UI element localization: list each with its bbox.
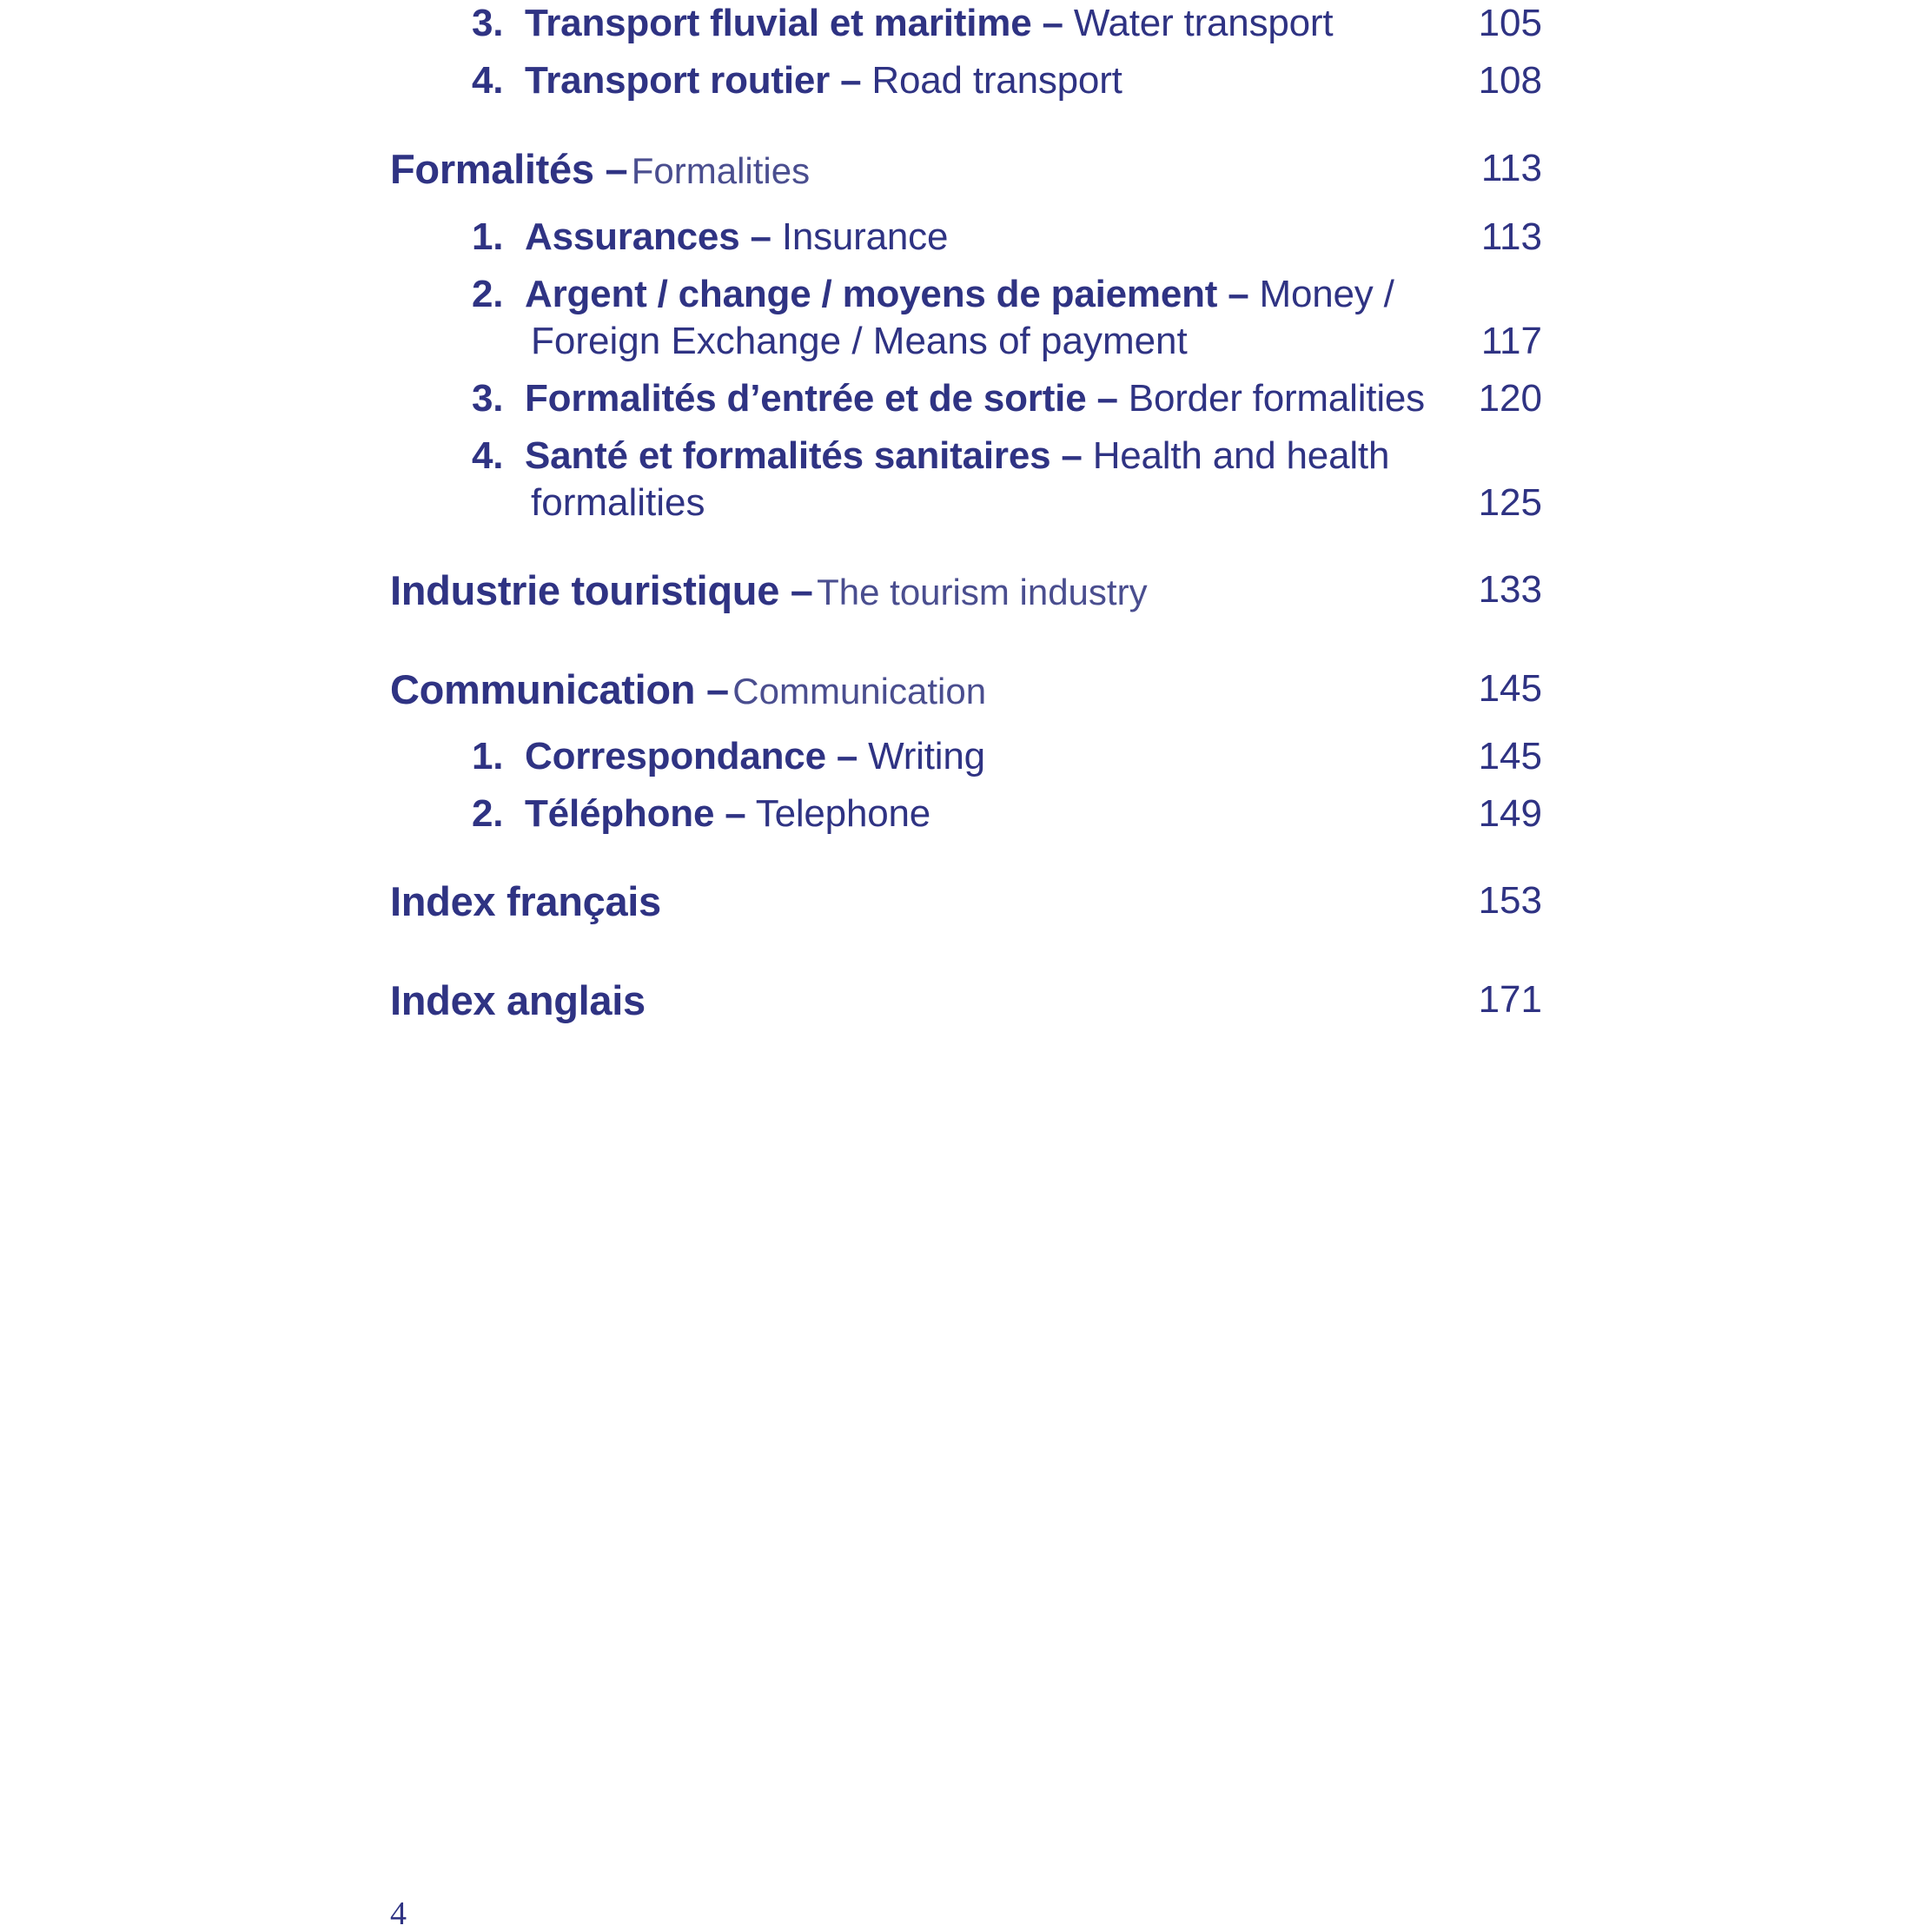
toc-entry-road-transport bbox=[472, 59, 1122, 102]
entry-number: 4. bbox=[472, 434, 504, 477]
entry-number: 3. bbox=[472, 377, 504, 420]
entry-number: 4. bbox=[472, 59, 504, 102]
toc-section-communication bbox=[390, 666, 987, 712]
section-title-fr: Index anglais bbox=[390, 977, 646, 1023]
toc-entry-assurances bbox=[472, 215, 949, 258]
toc-section-index-francais bbox=[390, 878, 661, 924]
entry-title-en: Health and health bbox=[1092, 434, 1390, 477]
section-page-number: 171 bbox=[1478, 978, 1542, 1021]
section-title-fr: Communication – bbox=[390, 666, 729, 712]
entry-title-fr: Transport fluvial et maritime – bbox=[525, 2, 1063, 44]
entry-number: 2. bbox=[472, 792, 504, 835]
section-page-number: 153 bbox=[1478, 879, 1542, 922]
entry-title-en-continued: Foreign Exchange / Means of payment bbox=[531, 320, 1188, 362]
entry-number: 2. bbox=[472, 273, 504, 315]
entry-title-fr: Santé et formalités sanitaires – bbox=[525, 434, 1083, 477]
entry-number: 1. bbox=[472, 735, 504, 777]
toc-entry-border-formalities bbox=[472, 377, 1425, 420]
toc-entry-correspondance bbox=[472, 735, 985, 777]
section-title-fr: Formalités – bbox=[390, 146, 628, 192]
entry-title-en: Money / bbox=[1259, 273, 1394, 315]
entry-title-fr: Assurances – bbox=[525, 215, 771, 258]
entry-title-en-continued: formalities bbox=[531, 481, 705, 524]
toc-section-index-anglais bbox=[390, 977, 646, 1023]
entry-title-fr: Téléphone – bbox=[525, 792, 746, 835]
section-title-fr: Index français bbox=[390, 878, 661, 924]
entry-page-number: 113 bbox=[1480, 215, 1542, 258]
toc-section-formalites bbox=[390, 146, 811, 192]
entry-title-en: Water transport bbox=[1073, 2, 1334, 44]
entry-title-fr: Formalités d’entrée et de sortie – bbox=[525, 377, 1118, 420]
entry-page-number: 120 bbox=[1478, 377, 1542, 420]
entry-title-en: Writing bbox=[868, 735, 985, 777]
toc-section-industrie bbox=[390, 567, 1148, 613]
page-number: 4 bbox=[390, 1896, 407, 1932]
entry-page-number: 105 bbox=[1478, 2, 1542, 44]
toc-entry-telephone bbox=[472, 792, 931, 835]
section-title-en: Communication bbox=[732, 671, 987, 711]
section-title-en: Formalities bbox=[631, 150, 811, 191]
toc-entry-sante bbox=[472, 434, 1390, 477]
entry-title-fr: Argent / change / moyens de paiement – bbox=[525, 273, 1249, 315]
section-page-number: 133 bbox=[1478, 568, 1542, 611]
toc-entry-argent bbox=[472, 275, 1394, 314]
section-page-number: 113 bbox=[1480, 147, 1542, 189]
toc-entry-water-transport bbox=[472, 4, 1333, 43]
entry-page-number: 149 bbox=[1478, 792, 1542, 835]
entry-page-number: 117 bbox=[1480, 320, 1542, 362]
entry-title-en: Insurance bbox=[781, 215, 949, 258]
section-page-number: 145 bbox=[1478, 667, 1542, 710]
entry-page-number: 145 bbox=[1478, 735, 1542, 777]
entry-title-fr: Transport routier – bbox=[525, 59, 862, 102]
section-title-fr: Industrie touristique – bbox=[390, 567, 813, 613]
entry-title-en: Road transport bbox=[871, 59, 1122, 102]
entry-number: 3. bbox=[472, 2, 504, 44]
entry-title-fr: Correspondance – bbox=[525, 735, 858, 777]
section-title-en: The tourism industry bbox=[817, 572, 1148, 612]
entry-number: 1. bbox=[472, 215, 504, 258]
entry-page-number: 125 bbox=[1478, 481, 1542, 524]
entry-title-en: Border formalities bbox=[1128, 377, 1425, 420]
entry-title-en: Telephone bbox=[755, 792, 931, 835]
entry-page-number: 108 bbox=[1478, 59, 1542, 102]
